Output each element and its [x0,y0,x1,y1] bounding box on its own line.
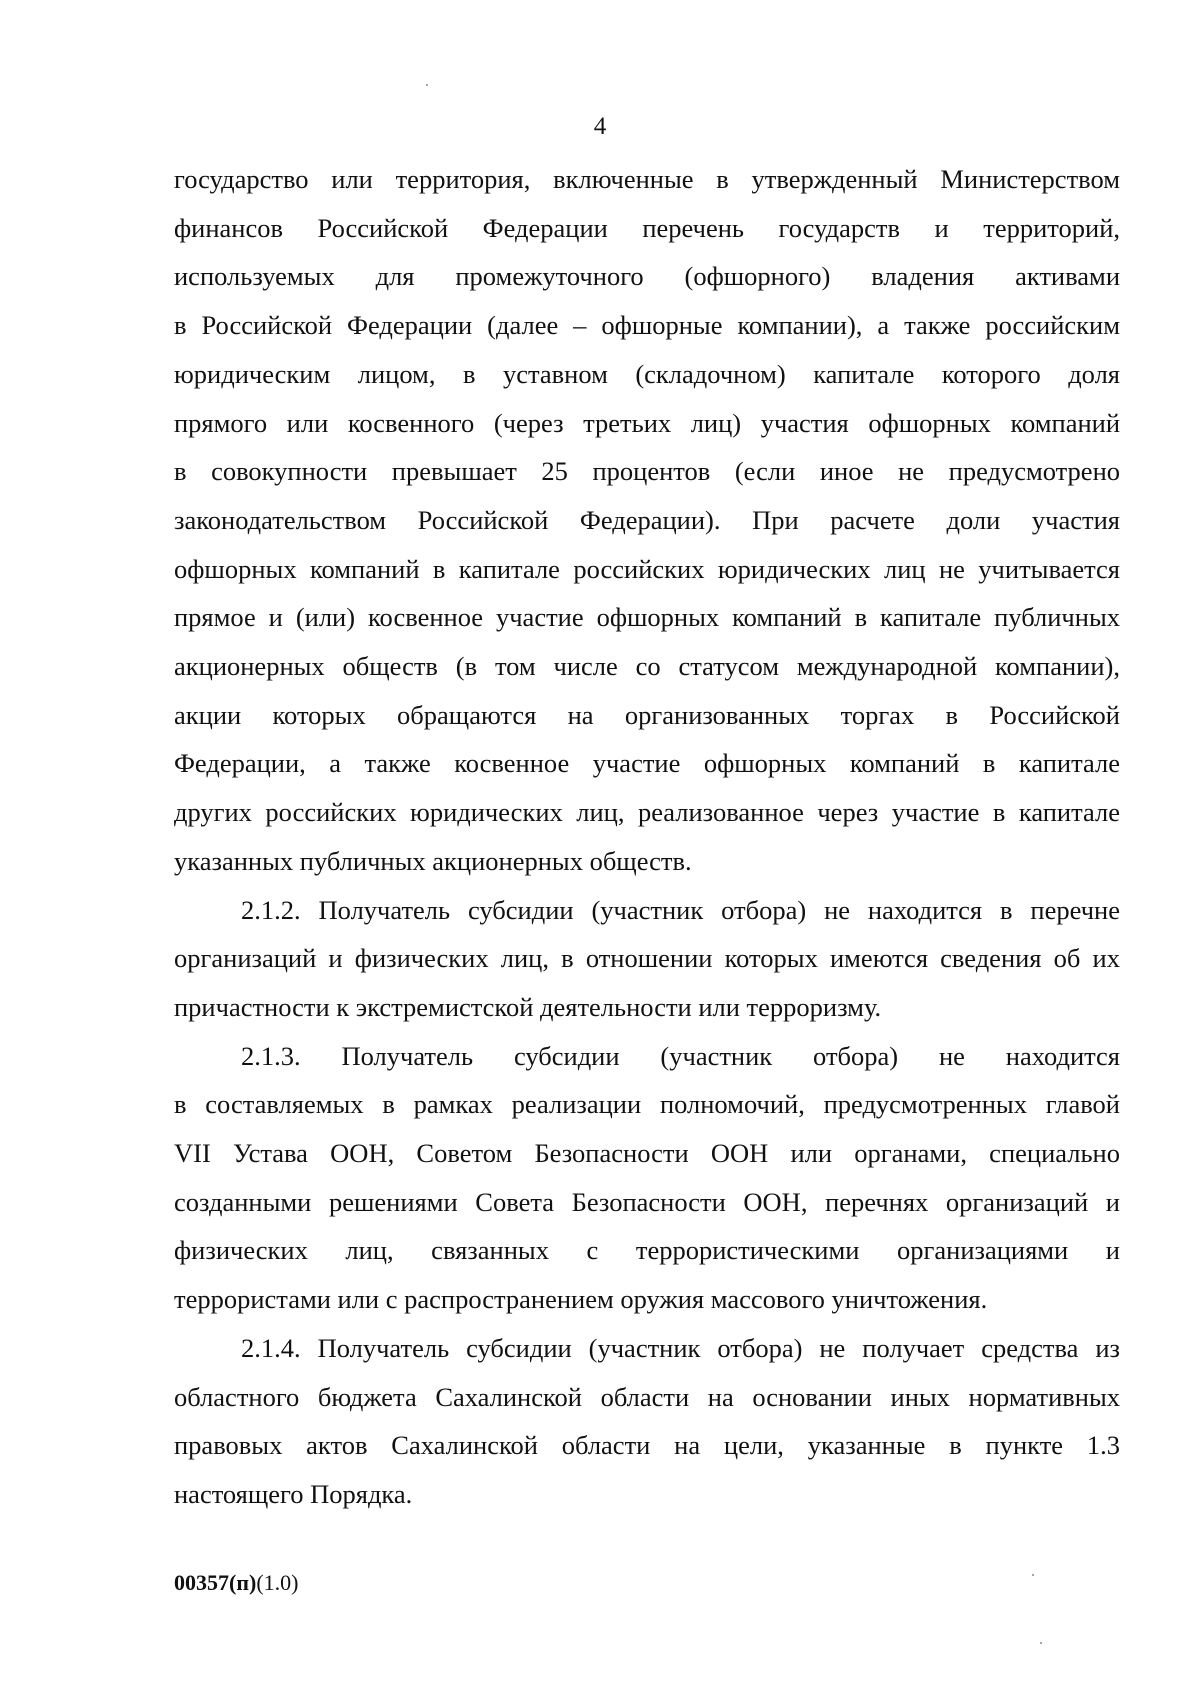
document-code-version: (1.0) [256,1570,299,1595]
text-line: государство или территория, включенные в утвержденный Министерством [174,164,1120,194]
text-line: прямого или косвенного (через третьих лиц) участия офшорных компаний [174,407,1120,438]
scan-speck [426,84,428,86]
text-line: организаций и физических лиц, в отношении которых имеются сведения об их [174,943,1120,974]
text-line: 2.1.4. Получатель субсидии (участник отбора) не получает средства из [241,1332,1120,1363]
text-line: физических лиц, связанных с террористическими организациями и [174,1235,1120,1266]
text-line: областного бюджета Сахалинской области на основании иных нормативных [174,1381,1120,1412]
scan-speck [1032,1574,1034,1576]
text-line: в совокупности превышает 25 процентов (если иное не предусмотрено [174,456,1120,487]
text-line: VII Устава ООН, Советом Безопасности ООН или органами, специально [174,1138,1120,1169]
text-line: Федерации, а также косвенное участие офшорных компаний в капитале [174,748,1120,779]
text-line: правовых актов Сахалинской области на цели, указанные в пункте 1.3 [174,1430,1120,1461]
text-line: прямое и (или) косвенное участие офшорных компаний в капитале публичных [174,602,1120,633]
document-body [174,155,1120,1519]
text-line: настоящего Порядка. [174,1478,413,1509]
text-line: 2.1.2. Получатель субсидии (участник отбора) не находится в перечне [241,894,1120,925]
document-code [174,1570,298,1596]
text-line: в составляемых в рамках реализации полномочий, предусмотренных главой [174,1089,1120,1120]
text-line: указанных публичных акционерных обществ. [174,845,692,876]
text-line: других российских юридических лиц, реализованное через участие в капитале [174,797,1120,828]
page-number: 4 [593,113,607,140]
text-line: финансов Российской Федерации перечень государств и территорий, [174,212,1120,243]
text-line: юридическим лицом, в уставном (складочном) капитале которого доля [174,358,1120,389]
text-line: используемых для промежуточного (офшорного) владения активами [174,261,1120,292]
text-line: офшорных компаний в капитале российских юридических лиц не учитывается [174,553,1120,584]
text-line: законодательством Российской Федерации). При расчете доли участия [174,504,1120,535]
text-line: в Российской Федерации (далее – офшорные компании), а также российским [174,310,1120,341]
document-code-number: 00357(п) [174,1570,257,1595]
text-line: 2.1.3. Получатель субсидии (участник отбора) не находится [241,1040,1120,1071]
text-line: акционерных обществ (в том числе со статусом международной компании), [174,651,1120,682]
scan-speck [1040,1642,1042,1644]
text-line: созданными решениями Совета Безопасности ООН, перечнях организаций и [174,1186,1120,1217]
text-line: причастности к экстремистской деятельности или терроризму. [174,991,882,1022]
text-line: акции которых обращаются на организованных торгах в Российской [174,699,1120,730]
text-line: террористами или с распространением оружия массового уничтожения. [174,1284,988,1315]
